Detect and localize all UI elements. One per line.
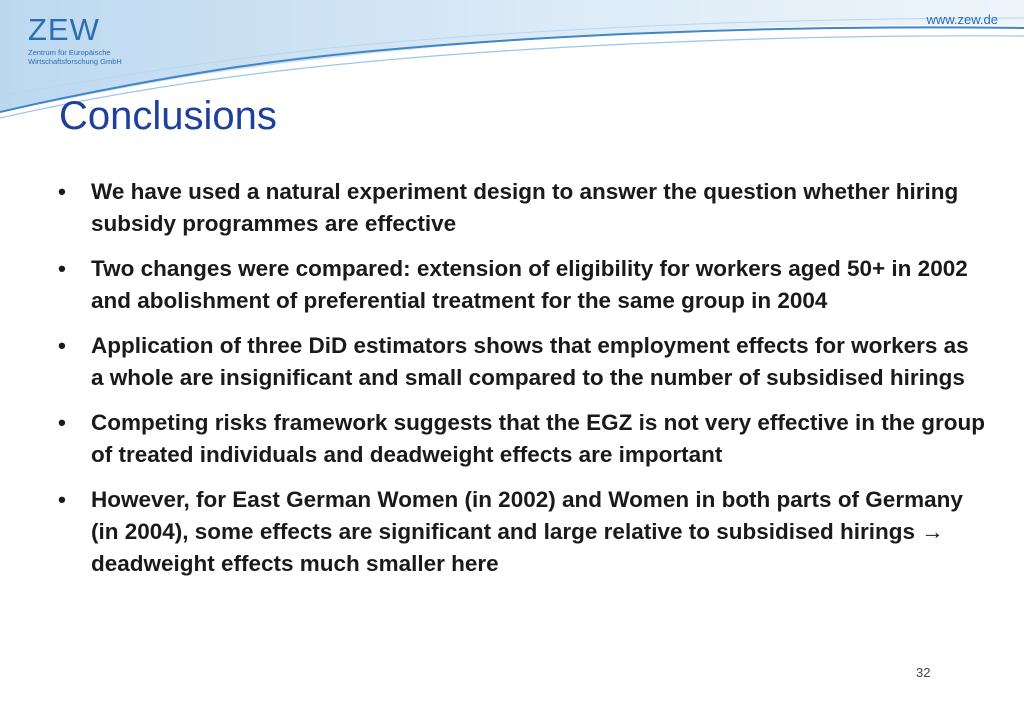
- logo-subtitle-line-1: Zentrum für Europäische: [28, 48, 111, 57]
- bullet-item: [56, 330, 986, 394]
- bullet-item: [56, 407, 986, 471]
- bullet-text: Two changes were compared: extension of eligibility for workers aged 50+ in 2002 and abolishment of preferential treatment for the same group in 2004: [91, 256, 968, 313]
- bullet-text: We have used a natural experiment design to answer the question whether hiring subsidy programmes are effective: [91, 179, 959, 236]
- zew-logo: [28, 14, 138, 66]
- bullet-marker: •: [58, 410, 66, 435]
- bullet-text: However, for East German Women (in 2002) and Women in both parts of Germany (in 2004), some effects are significant and large relative to subsidised hirings → deadweight effects much smaller here: [91, 487, 963, 576]
- bullet-item: [56, 253, 986, 317]
- logo-subtitle: [28, 48, 138, 66]
- bullet-marker: •: [58, 179, 66, 204]
- page-number: 32: [916, 665, 931, 680]
- bullet-item: [56, 484, 986, 580]
- logo-wordmark: ZEW: [28, 12, 100, 47]
- website-url: www.zew.de: [926, 12, 998, 27]
- bullet-list: [56, 176, 986, 593]
- logo-subtitle-line-2: Wirtschaftsforschung GmbH: [28, 57, 122, 66]
- slide-title: Conclusions: [59, 94, 277, 138]
- bullet-text: Application of three DiD estimators shows that employment effects for workers as a whole are insignificant and small compared to the number of subsidised hirings: [91, 333, 969, 390]
- bullet-item: [56, 176, 986, 240]
- bullet-marker: •: [58, 487, 66, 512]
- bullet-marker: •: [58, 256, 66, 281]
- bullet-marker: •: [58, 333, 66, 358]
- bullet-text: Competing risks framework suggests that the EGZ is not very effective in the group of treated individuals and deadweight effects are important: [91, 410, 985, 467]
